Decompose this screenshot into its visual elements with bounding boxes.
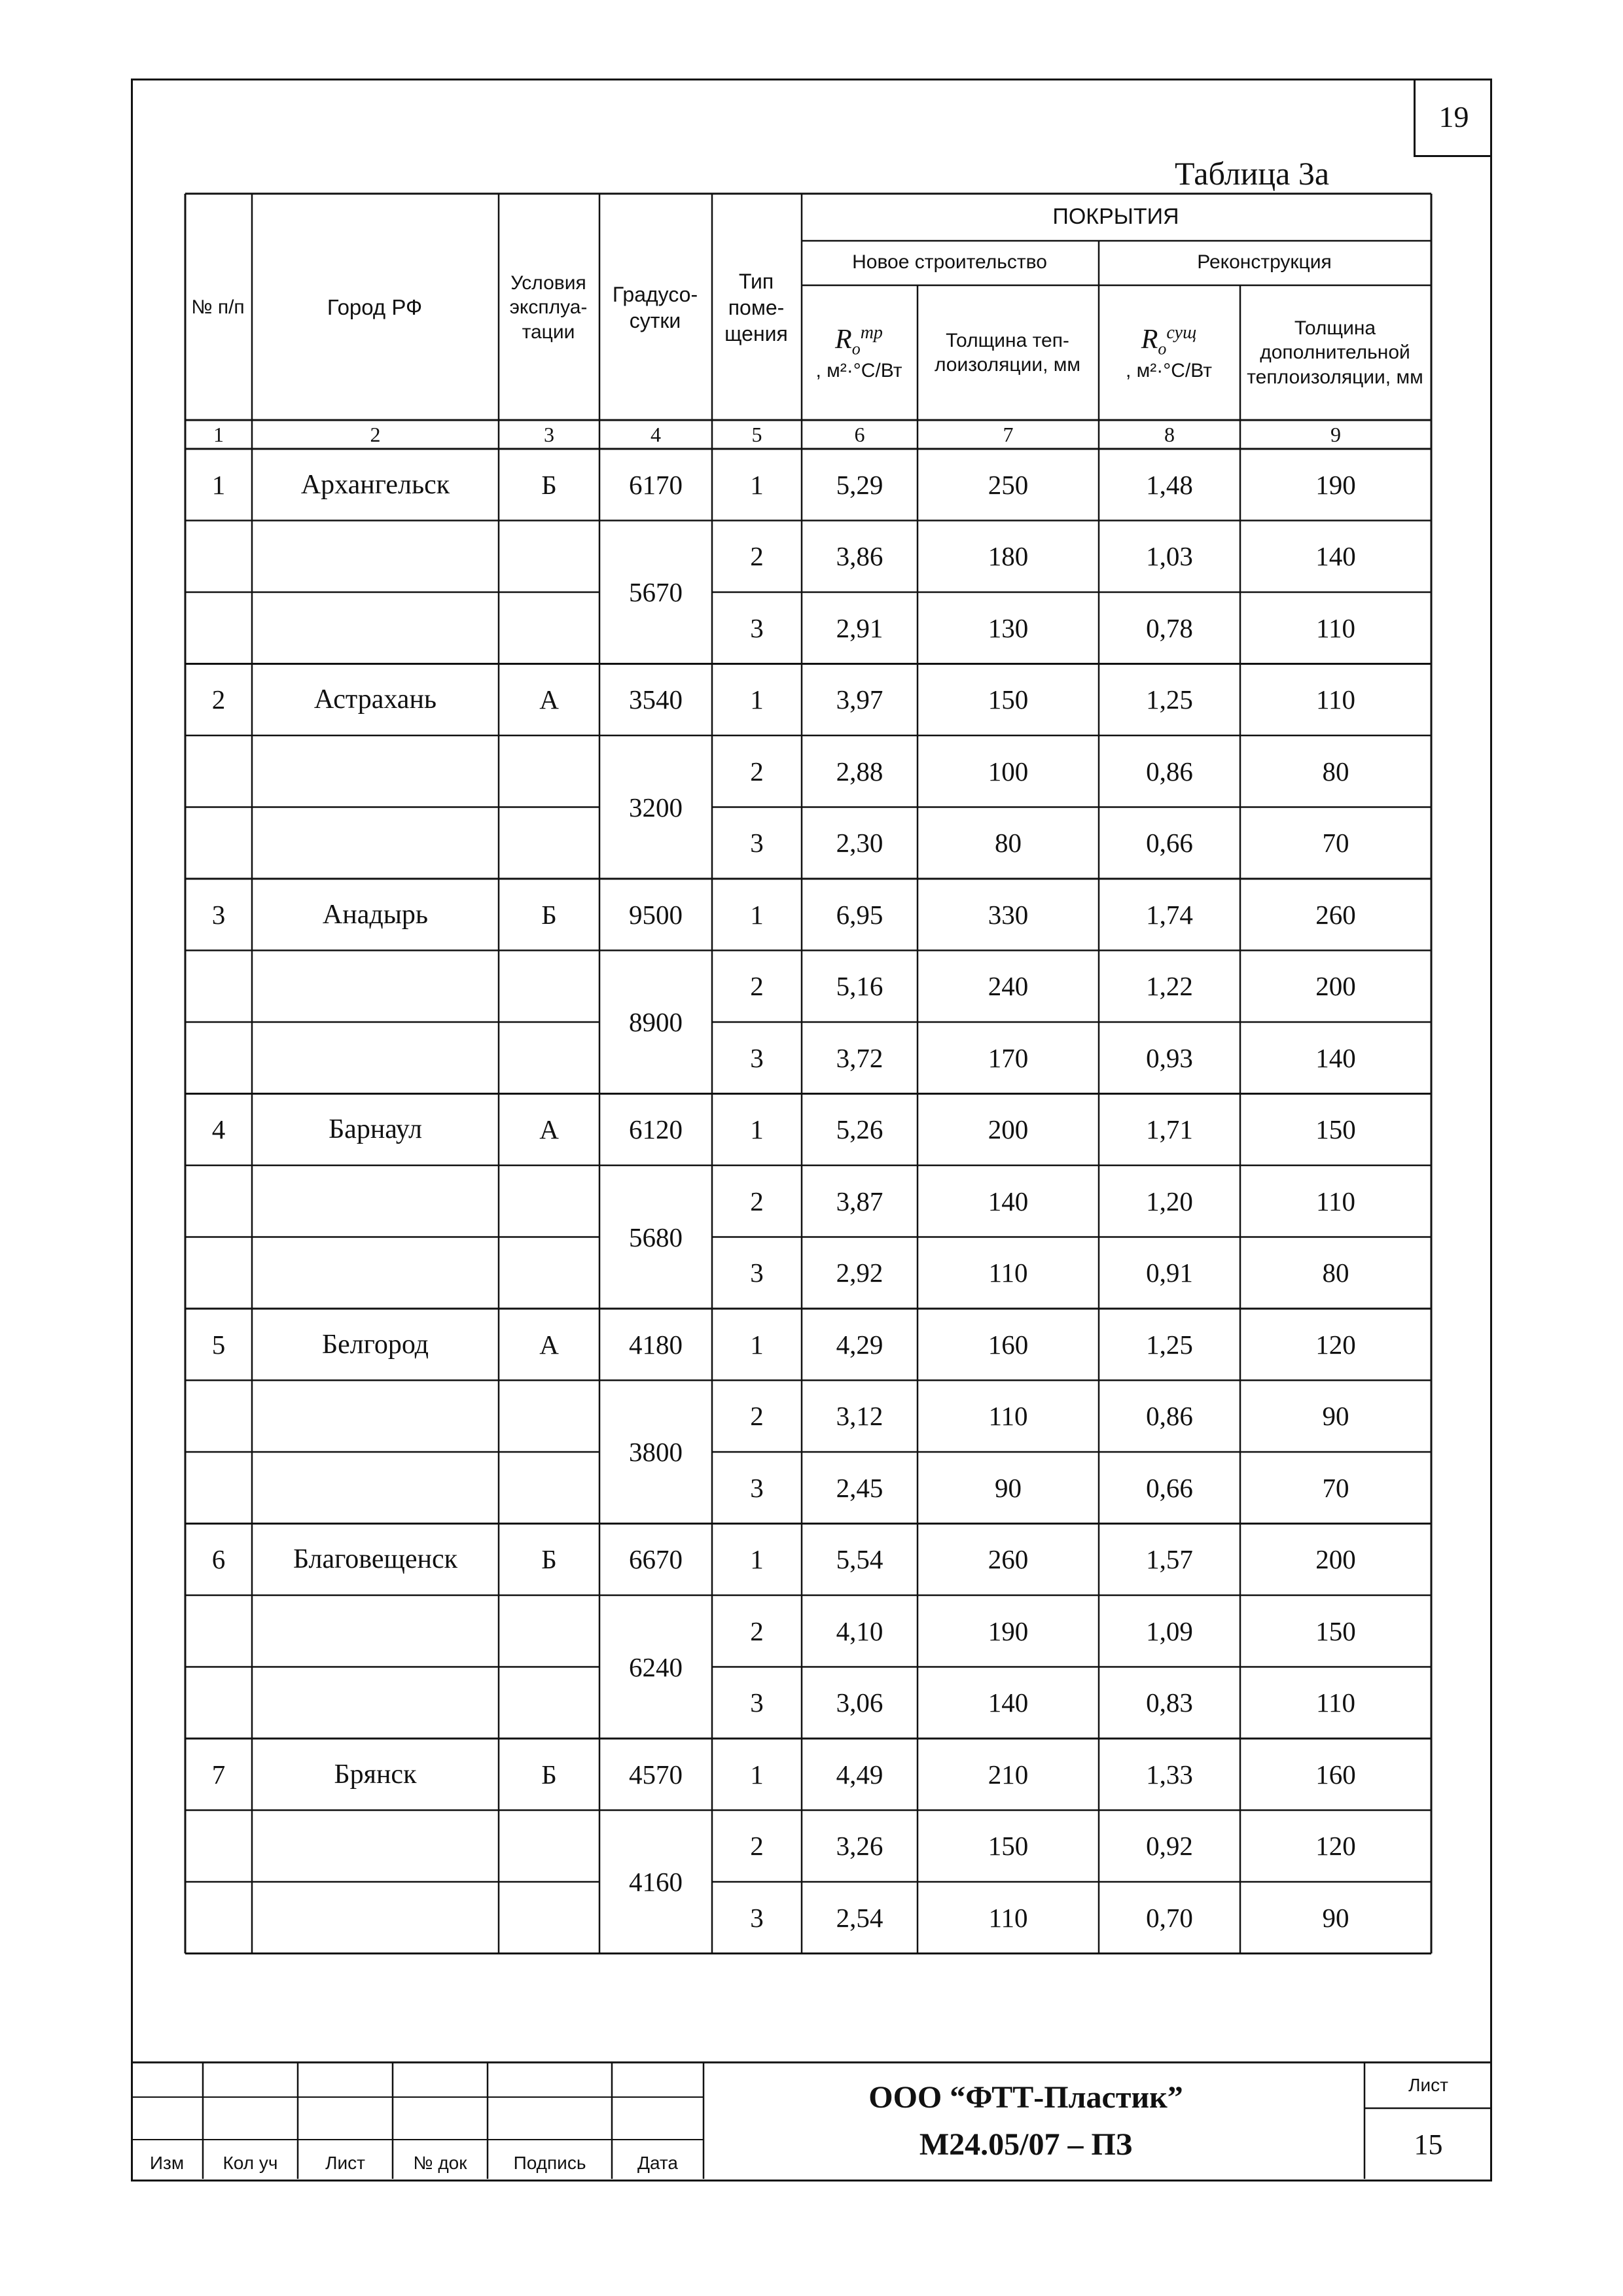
header-conditions: Условия эксплуа-тации — [509, 272, 588, 343]
r-existing-value: 1,03 — [1146, 541, 1193, 572]
insulation-thickness-new: 140 — [988, 1687, 1029, 1718]
r-required-value: 2,54 — [836, 1902, 883, 1933]
column-number: 4 — [651, 423, 661, 446]
r-required-value: 3,87 — [836, 1186, 883, 1216]
insulation-thickness-additional: 110 — [1316, 684, 1355, 715]
insulation-thickness-new: 210 — [988, 1759, 1029, 1790]
degree-days: 9500 — [629, 899, 683, 930]
r-existing-value: 0,66 — [1146, 828, 1193, 858]
degree-days: 6240 — [629, 1651, 683, 1682]
degree-days: 5670 — [629, 577, 683, 607]
insulation-thickness-additional: 70 — [1322, 828, 1349, 858]
r-required-value: 5,16 — [836, 971, 883, 1002]
row-number: 1 — [211, 469, 226, 500]
degree-days: 3540 — [629, 684, 683, 715]
r-existing-value: 1,20 — [1146, 1186, 1193, 1216]
r-existing-value: 1,74 — [1146, 899, 1193, 930]
header-new-construction: Новое строительство — [852, 251, 1047, 274]
r-required-value: 3,72 — [836, 1042, 883, 1073]
insulation-thickness-new: 190 — [988, 1616, 1029, 1646]
column-number: 7 — [1003, 423, 1014, 446]
city-name: Анадырь — [322, 899, 429, 930]
tb-label-doc-no: № док — [413, 2153, 467, 2173]
r-existing-value: 1,25 — [1146, 1329, 1193, 1360]
tb-sheet-label: Лист — [1408, 2075, 1448, 2095]
insulation-thickness-new: 250 — [988, 469, 1029, 500]
room-type: 3 — [750, 1042, 764, 1073]
operating-conditions: А — [539, 1114, 559, 1145]
r-required-value: 4,29 — [836, 1329, 883, 1360]
room-type: 1 — [750, 899, 764, 930]
insulation-thickness-new: 110 — [988, 1401, 1028, 1432]
r-existing-unit: , м²·°С/Вт — [1125, 359, 1213, 381]
r-existing-value: 0,92 — [1146, 1831, 1193, 1862]
r-required-symbol: R — [835, 324, 852, 355]
r-required-value: 2,30 — [836, 828, 883, 858]
city-name: Брянск — [334, 1759, 417, 1790]
room-type: 3 — [750, 1687, 764, 1718]
tb-label-date: Дата — [637, 2153, 678, 2173]
column-number: 3 — [544, 423, 554, 446]
r-existing-value: 1,25 — [1146, 684, 1193, 715]
operating-conditions: Б — [541, 469, 557, 500]
r-required-sup: тр — [860, 322, 883, 343]
degree-days: 4180 — [629, 1329, 683, 1360]
insulation-thickness-additional: 90 — [1322, 1902, 1349, 1933]
header-roofs: ПОКРЫТИЯ — [1052, 203, 1179, 229]
tb-label-izm: Изм — [149, 2153, 185, 2173]
column-number: 5 — [751, 423, 762, 446]
insulation-thickness-new: 130 — [988, 612, 1029, 643]
insulation-thickness-additional: 110 — [1316, 1687, 1355, 1718]
insulation-thickness-additional: 260 — [1315, 899, 1356, 930]
r-existing-value: 1,71 — [1146, 1114, 1193, 1145]
r-existing-value: 1,33 — [1146, 1759, 1193, 1790]
r-required-value: 4,49 — [836, 1759, 883, 1790]
insulation-thickness-new: 80 — [995, 828, 1022, 858]
room-type: 2 — [750, 541, 764, 572]
insulation-thickness-new: 180 — [988, 541, 1029, 572]
city-name: Благовещенск — [293, 1544, 458, 1575]
row-number: 6 — [211, 1544, 226, 1575]
r-existing-value: 1,22 — [1146, 971, 1193, 1002]
r-existing-sup: сущ — [1166, 322, 1197, 343]
row-number: 4 — [211, 1114, 226, 1145]
r-required-value: 2,92 — [836, 1258, 883, 1288]
insulation-thickness-additional: 150 — [1315, 1114, 1356, 1145]
degree-days: 4570 — [629, 1759, 683, 1790]
document-code: М24.05/07 – ПЗ — [919, 2127, 1133, 2162]
operating-conditions: А — [539, 684, 559, 715]
operating-conditions: Б — [541, 1759, 557, 1790]
r-required-unit: , м²·°С/Вт — [815, 359, 902, 381]
row-number: 5 — [211, 1329, 226, 1360]
room-type: 1 — [750, 1114, 764, 1145]
r-existing-value: 0,86 — [1146, 1401, 1193, 1432]
insulation-thickness-new: 170 — [988, 1042, 1029, 1073]
insulation-thickness-additional: 110 — [1316, 1186, 1355, 1216]
r-required-value: 2,45 — [836, 1472, 883, 1503]
room-type: 2 — [750, 1831, 764, 1862]
header-thickness-new: Толщина теп-лоизоляции, мм — [934, 329, 1081, 376]
room-type: 1 — [750, 1759, 764, 1790]
degree-days: 6120 — [629, 1114, 683, 1145]
room-type: 2 — [750, 1616, 764, 1646]
insulation-thickness-additional: 110 — [1316, 612, 1355, 643]
r-existing-value: 0,70 — [1146, 1902, 1193, 1933]
insulation-thickness-additional: 160 — [1315, 1759, 1356, 1790]
degree-days: 3800 — [629, 1437, 683, 1467]
r-existing-value: 1,57 — [1146, 1544, 1193, 1575]
degree-days: 6670 — [629, 1544, 683, 1575]
header-no: № п/п — [191, 296, 245, 319]
r-existing-value: 0,93 — [1146, 1042, 1193, 1073]
r-existing-sub: o — [1158, 338, 1167, 358]
r-existing-value: 0,78 — [1146, 612, 1193, 643]
r-existing-value: 1,09 — [1146, 1616, 1193, 1646]
tb-label-kol-uch: Кол уч — [223, 2153, 278, 2173]
r-existing-value: 0,66 — [1146, 1472, 1193, 1503]
r-required-value: 6,95 — [836, 899, 883, 930]
insulation-thickness-additional: 200 — [1315, 1544, 1356, 1575]
r-existing-value: 0,83 — [1146, 1687, 1193, 1718]
city-name: Архангельск — [300, 469, 450, 500]
insulation-thickness-new: 150 — [988, 1831, 1029, 1862]
r-required-value: 3,86 — [836, 541, 883, 572]
r-required-value: 3,06 — [836, 1687, 883, 1718]
r-required-value: 2,88 — [836, 756, 883, 786]
header-room-type: Тип поме-щения — [724, 270, 788, 345]
insulation-thickness-additional: 80 — [1322, 1258, 1349, 1288]
column-number: 2 — [370, 423, 381, 446]
insulation-thickness-new: 100 — [988, 756, 1029, 786]
degree-days: 5680 — [629, 1222, 683, 1252]
r-required-value: 5,29 — [836, 469, 883, 500]
room-type: 2 — [750, 1401, 764, 1432]
insulation-thickness-new: 260 — [988, 1544, 1029, 1575]
r-required-sub: o — [851, 338, 861, 358]
r-required-value: 5,54 — [836, 1544, 883, 1575]
room-type: 2 — [750, 971, 764, 1002]
degree-days: 8900 — [629, 1007, 683, 1037]
table-caption: Таблица 3а — [1175, 155, 1330, 192]
operating-conditions: Б — [541, 1544, 557, 1575]
degree-days: 6170 — [629, 469, 683, 500]
row-number: 7 — [211, 1759, 226, 1790]
room-type: 1 — [750, 1329, 764, 1360]
operating-conditions: А — [539, 1329, 559, 1360]
operating-conditions: Б — [541, 899, 557, 930]
insulation-thickness-additional: 70 — [1322, 1472, 1349, 1503]
city-name: Астрахань — [313, 684, 437, 715]
r-existing-value: 0,91 — [1146, 1258, 1193, 1288]
room-type: 1 — [750, 469, 764, 500]
column-number: 9 — [1330, 423, 1341, 446]
corner-page-number: 19 — [1414, 79, 1492, 157]
room-type: 3 — [750, 1472, 764, 1503]
insulation-thickness-new: 240 — [988, 971, 1029, 1002]
row-number: 2 — [211, 684, 226, 715]
insulation-thickness-new: 110 — [988, 1258, 1028, 1288]
r-required-value: 5,26 — [836, 1114, 883, 1145]
header-thickness-additional: Толщина дополнительной теплоизоляции, мм — [1247, 317, 1423, 388]
room-type: 1 — [750, 684, 764, 715]
insulation-thickness-additional: 120 — [1315, 1831, 1356, 1862]
r-existing-symbol: R — [1141, 324, 1158, 355]
tb-sheet-number: 15 — [1414, 2128, 1443, 2161]
room-type: 1 — [750, 1544, 764, 1575]
room-type: 2 — [750, 1186, 764, 1216]
room-type: 3 — [750, 828, 764, 858]
insulation-thickness-additional: 190 — [1315, 469, 1356, 500]
header-reconstruction: Реконструкция — [1197, 251, 1332, 274]
room-type: 3 — [750, 612, 764, 643]
r-required-value: 2,91 — [836, 612, 883, 643]
r-existing-value: 1,48 — [1146, 469, 1193, 500]
insulation-thickness-new: 200 — [988, 1114, 1029, 1145]
room-type: 3 — [750, 1902, 764, 1933]
insulation-thickness-additional: 200 — [1315, 971, 1356, 1002]
insulation-thickness-additional: 90 — [1322, 1401, 1349, 1432]
insulation-thickness-new: 110 — [988, 1902, 1028, 1933]
insulation-thickness-additional: 120 — [1315, 1329, 1356, 1360]
r-required-value: 3,12 — [836, 1401, 883, 1432]
r-existing-value: 0,86 — [1146, 756, 1193, 786]
column-number: 6 — [854, 423, 865, 446]
room-type: 3 — [750, 1258, 764, 1288]
tb-label-signature: Подпись — [513, 2153, 586, 2173]
column-number: 1 — [213, 423, 224, 446]
insulation-thickness-additional: 150 — [1315, 1616, 1356, 1646]
city-name: Белгород — [321, 1329, 429, 1360]
tb-label-list: Лист — [325, 2153, 365, 2173]
insulation-thickness-additional: 140 — [1315, 1042, 1356, 1073]
degree-days: 4160 — [629, 1867, 683, 1897]
header-city: Город РФ — [327, 295, 423, 320]
row-number: 3 — [211, 899, 226, 930]
insulation-thickness-additional: 80 — [1322, 756, 1349, 786]
r-required-value: 3,26 — [836, 1831, 883, 1862]
header-degree-days: Градусо-сутки — [612, 283, 698, 332]
header-r-required — [802, 285, 916, 420]
insulation-thickness-new: 90 — [995, 1472, 1022, 1503]
insulation-thickness-new: 140 — [988, 1186, 1029, 1216]
r-required-value: 3,97 — [836, 684, 883, 715]
room-type: 2 — [750, 756, 764, 786]
organization-name: ООО “ФТТ-Пластик” — [868, 2080, 1183, 2115]
insulation-thickness-new: 160 — [988, 1329, 1029, 1360]
column-number: 8 — [1164, 423, 1175, 446]
city-name: Барнаул — [329, 1114, 422, 1145]
degree-days: 3200 — [629, 792, 683, 822]
r-required-value: 4,10 — [836, 1616, 883, 1646]
header-r-existing — [1099, 285, 1239, 420]
insulation-thickness-additional: 140 — [1315, 541, 1356, 572]
insulation-thickness-new: 330 — [988, 899, 1029, 930]
insulation-thickness-new: 150 — [988, 684, 1029, 715]
